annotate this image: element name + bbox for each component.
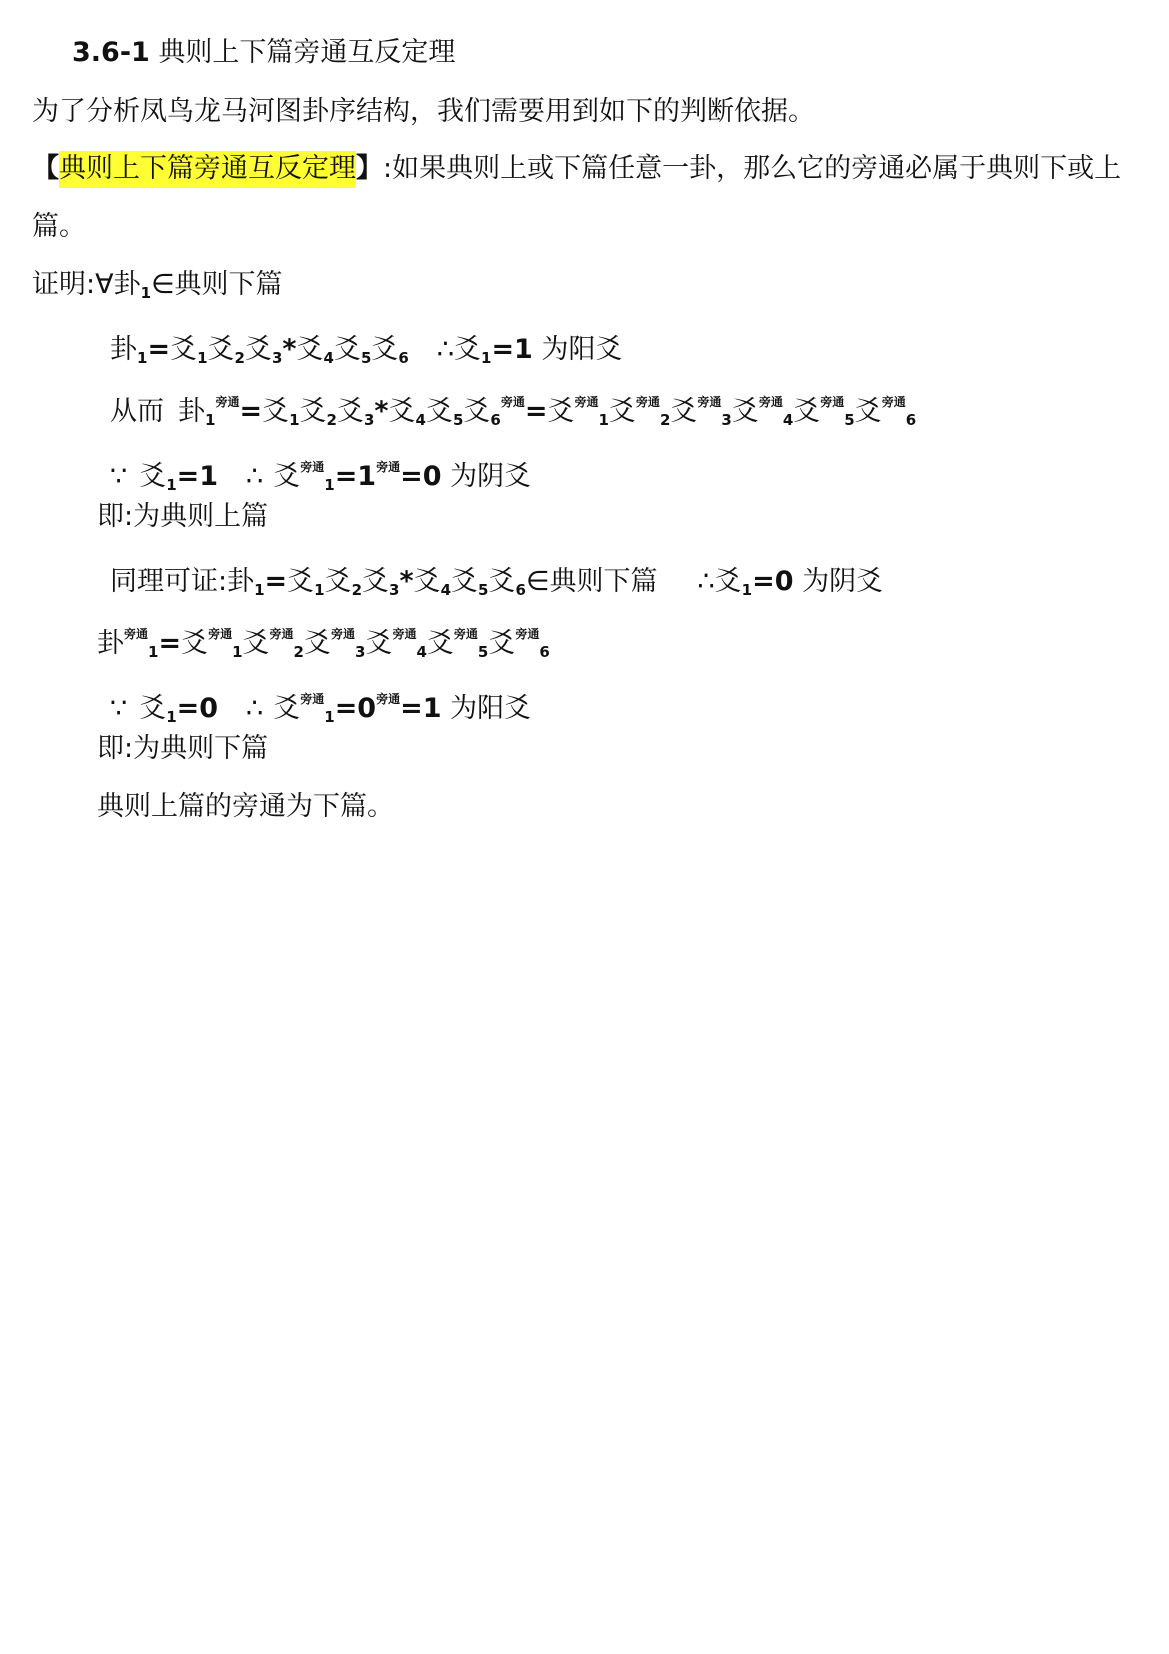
proof-step-yao-negation: ∵ 爻1=1 ∴ 爻$^{旁通}1=1^{旁通}=0$ 为阴爻 (110, 460, 532, 494)
theorem-close-bracket: 】 (356, 153, 383, 184)
proof-step-pangtong-expansion-lower: 卦$^{旁通}$1=爻$^{旁通}$1爻$^{旁通}$2爻$^{旁通}$3爻$^{旁通}$4爻$^{旁通}$5爻$^{旁通}$6 (97, 627, 550, 661)
section-heading (72, 36, 455, 70)
proof-conclusion-lower: 即:为典则下篇 (97, 733, 269, 764)
theorem-text: :如果典则上或下篇任意一卦，那么它的旁通必属于典则下或上 (383, 153, 1122, 184)
theorem-open-bracket: 【 (32, 153, 59, 184)
proof-step-analogous: 同理可证:卦1=爻1爻2爻3*爻4爻5爻6∈典则下篇 ∴爻1=0 为阴爻 (110, 566, 884, 599)
final-conclusion: 典则上篇的旁通为下篇。 (97, 791, 394, 822)
intro-paragraph: 为了分析凤鸟龙马河图卦序结构，我们需要用到如下的判断依据。 (32, 96, 815, 127)
proof-step-gua-decomposition: 卦1=爻1爻2爻3*爻4爻5爻6 ∴爻1=1 为阳爻 (110, 334, 623, 367)
theorem-name-highlight: 典则上下篇旁通互反定理 (59, 151, 356, 188)
proof-label: 证明:∀卦1∈典则下篇 (32, 269, 283, 302)
section-number: 3.6-1 (72, 37, 150, 68)
section-title: 典则上下篇旁通互反定理 (158, 37, 456, 68)
theorem-statement (32, 152, 1121, 186)
proof-conclusion-upper: 即:为典则上篇 (97, 501, 269, 532)
proof-step-pangtong-expansion: 从而 卦$1^{旁通}=$爻1爻2爻3*爻4爻5爻$6^{旁通}=$爻$^{旁通}$1爻$^{旁通}$2爻$^{旁通}$3爻$^{旁通}$4爻$^{旁通}$5爻$^{旁通}$6 (110, 395, 917, 429)
theorem-text-continued: 篇。 (32, 211, 86, 242)
proof-step-yao-negation-lower: ∵ 爻1=0 ∴ 爻$^{旁通}1=0^{旁通}=1$ 为阳爻 (110, 692, 532, 726)
